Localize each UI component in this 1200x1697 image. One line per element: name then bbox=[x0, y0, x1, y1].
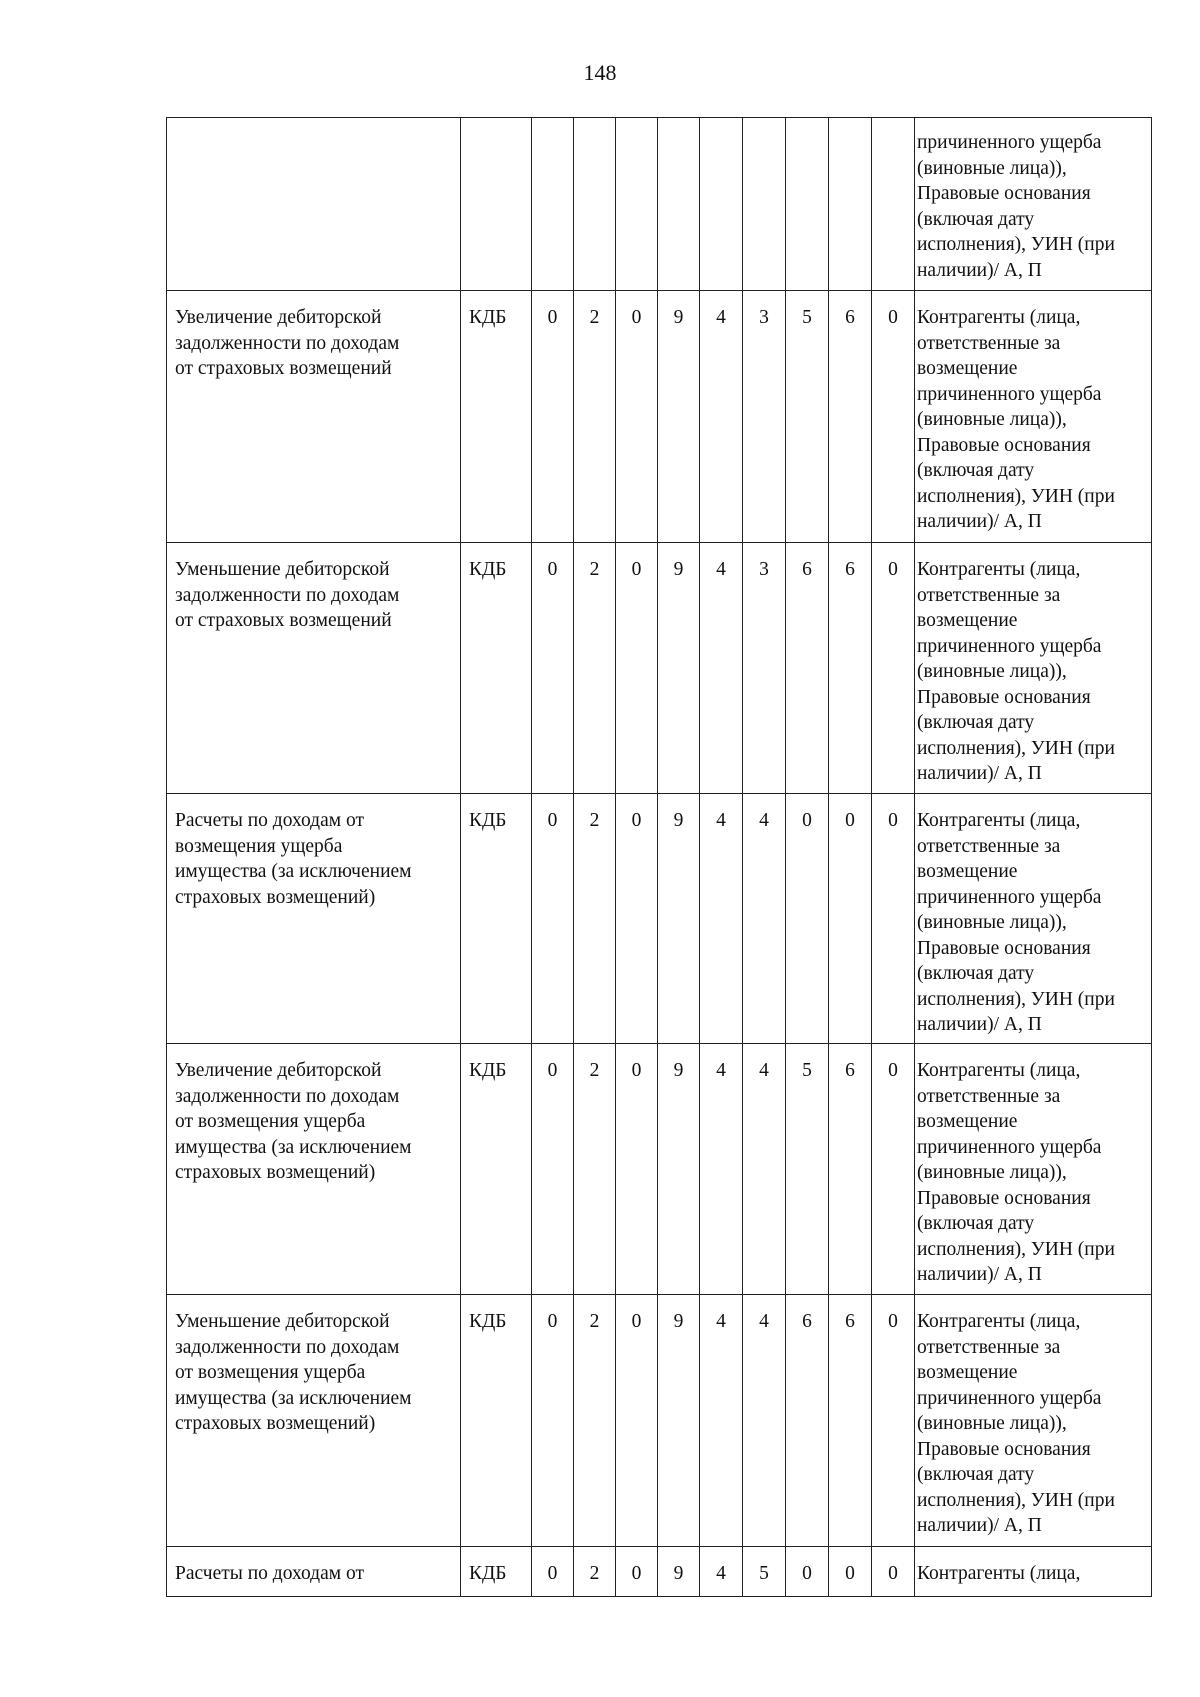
account-digit-cell: 9 bbox=[658, 1295, 700, 1547]
account-digit-cell bbox=[616, 118, 658, 291]
account-digit-cell: 0 bbox=[532, 1044, 574, 1295]
analytics-line: (включая дату bbox=[917, 460, 1035, 481]
account-digit-cell bbox=[532, 118, 574, 291]
account-name-line: от возмещения ущерба bbox=[175, 1362, 366, 1383]
analytics-line: (включая дату bbox=[917, 208, 1035, 230]
account-digit-cell: 4 bbox=[700, 1547, 743, 1597]
table-row bbox=[167, 1547, 1152, 1597]
analytics-line: исполнения), УИН (при bbox=[917, 1238, 1115, 1260]
analytics-line: Контрагенты (лица, bbox=[917, 1563, 1081, 1584]
table-row bbox=[167, 1044, 1152, 1295]
account-digit-cell bbox=[786, 118, 829, 291]
account-digit-cell: 0 bbox=[872, 543, 915, 794]
analytics-cell bbox=[915, 794, 1152, 1044]
account-name-line: Уменьшение дебиторской bbox=[175, 1311, 390, 1332]
account-digit-cell: 5 bbox=[743, 1547, 786, 1597]
account-digit-cell: 0 bbox=[786, 1547, 829, 1597]
account-digit-cell: 5 bbox=[786, 291, 829, 543]
account-name-cell bbox=[167, 118, 461, 291]
account-name-line: Уменьшение дебиторской bbox=[175, 559, 390, 580]
account-digit-cell: 6 bbox=[829, 291, 872, 543]
account-digit-cell: 0 bbox=[872, 291, 915, 543]
account-digit-cell: 0 bbox=[616, 1044, 658, 1295]
analytics-line: исполнения), УИН (при bbox=[917, 234, 1115, 255]
account-digit-cell: 0 bbox=[532, 291, 574, 543]
analytics-line: возмещение bbox=[917, 358, 1018, 379]
analytics-line: (виновные лица)), bbox=[917, 912, 1067, 933]
analytics-line: наличии)/ А, П bbox=[917, 1515, 1042, 1536]
account-name-cell bbox=[167, 1044, 461, 1295]
account-digit-cell: 2 bbox=[574, 1295, 616, 1547]
analytics-cell bbox=[915, 1044, 1152, 1295]
analytics-line: Правовые основания bbox=[917, 434, 1091, 456]
code-cell: КДБ bbox=[461, 1547, 532, 1597]
account-digit-cell: 4 bbox=[743, 1295, 786, 1547]
analytics-line: ответственные за bbox=[917, 1336, 1061, 1358]
analytics-line: ответственные за bbox=[917, 835, 1061, 857]
code-cell: КДБ bbox=[461, 543, 532, 794]
analytics-line: причиненного ущерба bbox=[917, 1136, 1102, 1158]
table-row bbox=[167, 291, 1152, 543]
analytics-line: возмещение bbox=[917, 861, 1018, 882]
analytics-line: Контрагенты (лица, bbox=[917, 810, 1081, 831]
analytics-line: наличии)/ А, П bbox=[917, 1014, 1042, 1035]
account-name-line: от возмещения ущерба bbox=[175, 1111, 366, 1132]
code-cell: КДБ bbox=[461, 1295, 532, 1547]
table-row bbox=[167, 794, 1152, 1044]
code-cell: КДБ bbox=[461, 1044, 532, 1295]
analytics-line: Контрагенты (лица, bbox=[917, 1060, 1081, 1081]
analytics-line: ответственные за bbox=[917, 584, 1061, 606]
analytics-cell bbox=[915, 118, 1152, 291]
analytics-line: Правовые основания bbox=[917, 686, 1091, 708]
account-name-line: возмещения ущерба bbox=[175, 835, 343, 857]
code-cell bbox=[461, 118, 532, 291]
account-name-line: имущества (за исключением bbox=[175, 1387, 412, 1409]
analytics-line: исполнения), УИН (при bbox=[917, 485, 1115, 507]
analytics-line: (виновные лица)), bbox=[917, 157, 1067, 179]
analytics-line: причиненного ущерба bbox=[917, 383, 1102, 405]
account-digit-cell: 3 bbox=[743, 543, 786, 794]
analytics-line: ответственные за bbox=[917, 332, 1061, 354]
account-digit-cell: 0 bbox=[872, 794, 915, 1044]
account-digit-cell: 3 bbox=[743, 291, 786, 543]
account-digit-cell: 4 bbox=[700, 1044, 743, 1295]
account-digit-cell: 0 bbox=[872, 1044, 915, 1295]
account-name-line: задолженности по доходам bbox=[175, 584, 400, 606]
account-name-cell bbox=[167, 291, 461, 543]
account-digit-cell bbox=[829, 118, 872, 291]
account-digit-cell bbox=[872, 118, 915, 291]
analytics-line: исполнения), УИН (при bbox=[917, 1489, 1115, 1511]
account-digit-cell: 0 bbox=[532, 1295, 574, 1547]
table-row bbox=[167, 543, 1152, 794]
analytics-line: возмещение bbox=[917, 1362, 1018, 1383]
code-cell: КДБ bbox=[461, 794, 532, 1044]
account-digit-cell: 4 bbox=[700, 1295, 743, 1547]
account-digit-cell: 2 bbox=[574, 543, 616, 794]
account-digit-cell: 9 bbox=[658, 291, 700, 543]
analytics-line: ответственные за bbox=[917, 1085, 1061, 1107]
account-name-cell bbox=[167, 543, 461, 794]
analytics-line: (включая дату bbox=[917, 1464, 1035, 1485]
analytics-line: исполнения), УИН (при bbox=[917, 988, 1115, 1010]
account-digit-cell: 0 bbox=[616, 1295, 658, 1547]
account-digit-cell: 2 bbox=[574, 291, 616, 543]
analytics-line: причиненного ущерба bbox=[917, 635, 1102, 657]
account-name-line: от страховых возмещений bbox=[175, 358, 392, 379]
account-digit-cell: 6 bbox=[786, 1295, 829, 1547]
analytics-cell bbox=[915, 543, 1152, 794]
account-name-line: имущества (за исключением bbox=[175, 861, 412, 882]
analytics-line: Правовые основания bbox=[917, 1438, 1091, 1460]
analytics-line: наличии)/ А, П bbox=[917, 511, 1042, 532]
analytics-line: (виновные лица)), bbox=[917, 409, 1067, 430]
account-digit-cell: 0 bbox=[616, 1547, 658, 1597]
account-name-line: Расчеты по доходам от bbox=[175, 1563, 364, 1584]
account-digit-cell: 6 bbox=[829, 1295, 872, 1547]
analytics-line: (виновные лица)), bbox=[917, 1162, 1067, 1183]
account-name-line: имущества (за исключением bbox=[175, 1136, 412, 1158]
account-digit-cell: 4 bbox=[700, 543, 743, 794]
analytics-line: (включая дату bbox=[917, 963, 1035, 984]
page-number: 148 bbox=[583, 60, 617, 85]
analytics-cell bbox=[915, 1547, 1152, 1597]
accounts-table bbox=[166, 117, 1152, 1597]
analytics-line: Правовые основания bbox=[917, 183, 1091, 204]
account-digit-cell: 0 bbox=[616, 291, 658, 543]
account-name-cell bbox=[167, 1547, 461, 1597]
analytics-line: возмещение bbox=[917, 1111, 1018, 1132]
account-digit-cell bbox=[574, 118, 616, 291]
account-digit-cell: 0 bbox=[829, 794, 872, 1044]
account-name-line: Расчеты по доходам от bbox=[175, 810, 364, 831]
analytics-cell bbox=[915, 1295, 1152, 1547]
analytics-line: возмещение bbox=[917, 610, 1018, 631]
account-digit-cell: 9 bbox=[658, 543, 700, 794]
account-digit-cell: 0 bbox=[872, 1547, 915, 1597]
analytics-line: исполнения), УИН (при bbox=[917, 737, 1115, 759]
account-digit-cell bbox=[743, 118, 786, 291]
analytics-line: (виновные лица)), bbox=[917, 1413, 1067, 1434]
account-digit-cell: 6 bbox=[786, 543, 829, 794]
analytics-line: причиненного ущерба bbox=[917, 886, 1102, 908]
account-digit-cell: 0 bbox=[532, 543, 574, 794]
analytics-line: Правовые основания bbox=[917, 1187, 1091, 1209]
table-row bbox=[167, 1295, 1152, 1547]
account-digit-cell: 2 bbox=[574, 794, 616, 1044]
account-digit-cell: 9 bbox=[658, 794, 700, 1044]
account-digit-cell: 0 bbox=[616, 543, 658, 794]
account-digit-cell: 0 bbox=[786, 794, 829, 1044]
account-digit-cell: 0 bbox=[532, 1547, 574, 1597]
analytics-cell bbox=[915, 291, 1152, 543]
account-name-cell bbox=[167, 794, 461, 1044]
account-digit-cell: 4 bbox=[700, 291, 743, 543]
analytics-line: (включая дату bbox=[917, 1213, 1035, 1234]
analytics-line: наличии)/ А, П bbox=[917, 1264, 1042, 1285]
table-row bbox=[167, 118, 1152, 291]
code-cell: КДБ bbox=[461, 291, 532, 543]
account-name-line: задолженности по доходам bbox=[175, 332, 400, 354]
account-name-line: страховых возмещений) bbox=[175, 1162, 376, 1183]
account-name-line: задолженности по доходам bbox=[175, 1085, 400, 1107]
account-digit-cell: 4 bbox=[700, 794, 743, 1044]
account-name-line: Увеличение дебиторской bbox=[175, 1060, 382, 1081]
account-name-line: от страховых возмещений bbox=[175, 610, 392, 631]
analytics-line: наличии)/ А, П bbox=[917, 763, 1042, 784]
account-name-line: задолженности по доходам bbox=[175, 1336, 400, 1358]
analytics-line: причиненного ущерба bbox=[917, 132, 1102, 153]
account-name-line: страховых возмещений) bbox=[175, 886, 376, 908]
account-digit-cell: 0 bbox=[532, 794, 574, 1044]
account-name-line: страховых возмещений) bbox=[175, 1413, 376, 1434]
account-digit-cell bbox=[658, 118, 700, 291]
account-digit-cell: 9 bbox=[658, 1547, 700, 1597]
account-name-line: Увеличение дебиторской bbox=[175, 307, 382, 328]
account-digit-cell: 4 bbox=[743, 794, 786, 1044]
analytics-line: наличии)/ А, П bbox=[917, 259, 1042, 281]
analytics-line: (виновные лица)), bbox=[917, 661, 1067, 682]
analytics-line: причиненного ущерба bbox=[917, 1387, 1102, 1409]
account-name-cell bbox=[167, 1295, 461, 1547]
account-digit-cell: 0 bbox=[616, 794, 658, 1044]
account-digit-cell: 0 bbox=[829, 1547, 872, 1597]
analytics-line: Контрагенты (лица, bbox=[917, 307, 1081, 328]
analytics-line: Контрагенты (лица, bbox=[917, 559, 1081, 580]
account-digit-cell: 2 bbox=[574, 1547, 616, 1597]
account-digit-cell: 2 bbox=[574, 1044, 616, 1295]
account-digit-cell: 9 bbox=[658, 1044, 700, 1295]
account-digit-cell: 6 bbox=[829, 543, 872, 794]
account-digit-cell: 5 bbox=[786, 1044, 829, 1295]
analytics-line: Правовые основания bbox=[917, 937, 1091, 959]
account-digit-cell: 0 bbox=[872, 1295, 915, 1547]
account-digit-cell: 6 bbox=[829, 1044, 872, 1295]
analytics-line: (включая дату bbox=[917, 712, 1035, 733]
analytics-line: Контрагенты (лица, bbox=[917, 1311, 1081, 1332]
account-digit-cell bbox=[700, 118, 743, 291]
account-digit-cell: 4 bbox=[743, 1044, 786, 1295]
